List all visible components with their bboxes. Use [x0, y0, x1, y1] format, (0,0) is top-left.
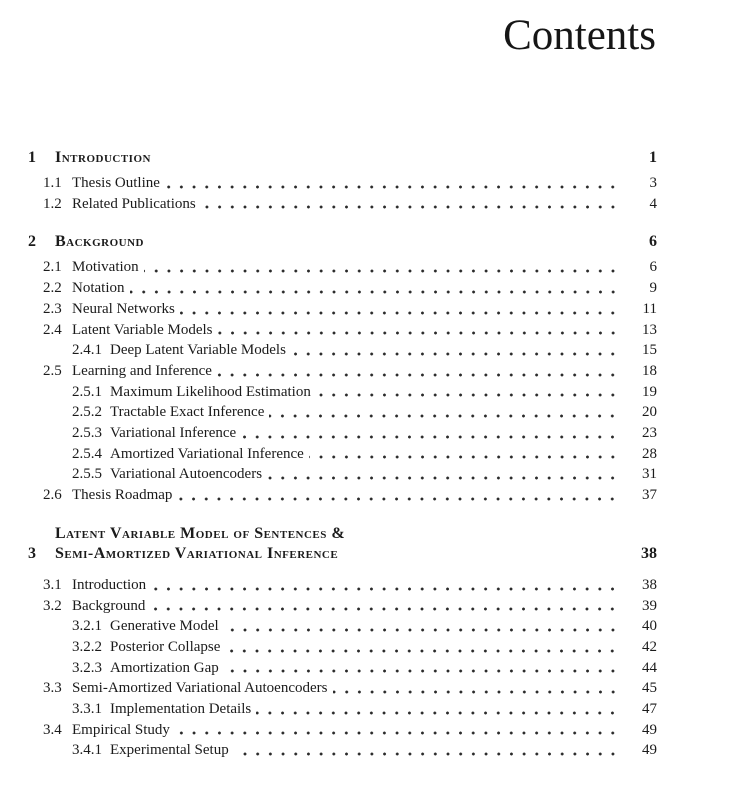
entry-page-number: 3 [649, 175, 657, 191]
dot-leader [333, 678, 622, 699]
toc-chapter-heading[interactable] [28, 232, 657, 252]
dot-leader [201, 194, 621, 215]
entry-page-number: 19 [642, 383, 657, 400]
toc-entry-2.3[interactable] [43, 299, 657, 320]
chapter-page-number: 38 [641, 544, 657, 562]
dot-leader [256, 699, 621, 720]
dot-leader [241, 423, 621, 444]
entry-page-number: 40 [642, 618, 657, 635]
entry-title: Learning and Inference [72, 362, 212, 379]
entry-title: Latent Variable Models [72, 321, 213, 338]
entry-page-number: 6 [649, 259, 657, 276]
toc-entry-2.4[interactable] [43, 320, 657, 341]
entry-title: Empirical Study [72, 721, 170, 738]
entry-number: 2.5.4 [72, 445, 102, 462]
entry-title: Semi-Amortized Variational Autoencoders [72, 680, 328, 697]
toc-entry-1.1[interactable] [43, 173, 657, 194]
entry-title: Maximum Likelihood Estimation [110, 383, 311, 400]
chapter-number: 1 [28, 149, 36, 166]
toc-entry-3.4[interactable] [43, 720, 657, 741]
entry-page-number: 28 [642, 445, 657, 462]
entry-page-number: 42 [642, 638, 657, 655]
chapter-number: 3 [28, 544, 36, 562]
entry-title: Thesis Outline [72, 175, 160, 191]
entry-number: 3.2 [43, 597, 62, 614]
entry-title: Neural Networks [72, 300, 175, 317]
toc-entry-3.3.1[interactable] [72, 699, 657, 720]
entry-title: Amortized Variational Inference [110, 445, 304, 462]
entry-page-number: 15 [642, 342, 657, 359]
entry-title: Motivation [72, 259, 139, 276]
toc-entry-2.5.2[interactable] [72, 402, 657, 423]
toc-entry-2.5[interactable] [43, 361, 657, 382]
entry-page-number: 49 [642, 742, 657, 759]
entry-number: 3.2.3 [72, 659, 102, 676]
entry-page-number: 38 [642, 576, 657, 593]
chapter-title-line: Semi-Amortized Variational Inference [55, 544, 339, 562]
chapter-title-line: Latent Variable Model of Sentences & [55, 524, 346, 542]
chapter-title-line: Introduction [55, 149, 151, 166]
toc-entry-3.3[interactable] [43, 678, 657, 699]
chapter-number: 2 [28, 233, 36, 251]
entry-number: 2.3 [43, 300, 62, 317]
toc-chapter-heading[interactable] [28, 524, 657, 564]
entry-number: 2.2 [43, 280, 62, 297]
entry-title: Background [72, 597, 146, 614]
entry-number: 2.4.1 [72, 342, 102, 359]
entry-title: Introduction [72, 576, 147, 593]
dot-leader [180, 299, 621, 320]
chapter-title [55, 232, 623, 252]
entry-title: Notation [72, 280, 125, 297]
entry-page-number: 11 [642, 300, 657, 317]
page-title: Contents [503, 12, 656, 59]
entry-number: 2.4 [43, 321, 62, 338]
toc-entry-1.2[interactable] [43, 194, 657, 215]
entry-page-number: 9 [649, 280, 657, 297]
toc-entry-2.6[interactable] [43, 485, 657, 506]
entry-number: 3.2.2 [72, 638, 102, 655]
entry-title: Related Publications [72, 195, 196, 212]
entry-number: 2.5.1 [72, 383, 102, 400]
dot-leader [177, 485, 621, 506]
dot-leader [267, 464, 621, 485]
dot-leader [144, 257, 621, 278]
entry-number: 2.6 [43, 487, 62, 504]
entry-title: Experimental Setup [110, 742, 229, 759]
entry-title: Variational Inference [110, 425, 237, 442]
entry-number: 1.1 [43, 175, 62, 191]
dot-leader [130, 278, 622, 299]
dot-leader [224, 658, 621, 679]
toc-entry-2.5.4[interactable] [72, 444, 657, 465]
toc-chapter-1 [28, 148, 657, 214]
entry-number: 3.4.1 [72, 742, 102, 759]
entry-page-number: 47 [642, 701, 657, 718]
entry-title: Generative Model [110, 618, 219, 635]
dot-leader [175, 720, 621, 741]
dot-leader [291, 340, 621, 361]
entry-page-number: 23 [642, 425, 657, 442]
chapter-title [55, 148, 623, 168]
toc-chapter-heading[interactable] [28, 148, 657, 168]
dot-leader [217, 361, 621, 382]
toc-entry-2.1[interactable] [43, 257, 657, 278]
entry-page-number: 45 [642, 680, 657, 697]
chapter-page-number: 6 [649, 233, 657, 251]
entry-number: 2.5 [43, 362, 62, 379]
toc-entry-2.5.1[interactable] [72, 382, 657, 403]
entry-number: 3.4 [43, 721, 62, 738]
entry-title: Implementation Details [110, 701, 252, 718]
dot-leader [218, 320, 621, 341]
toc-entry-2.5.3[interactable] [72, 423, 657, 444]
dot-leader [269, 402, 621, 423]
toc-entry-2.4.1[interactable] [72, 340, 657, 361]
toc-entry-3.2.2[interactable] [72, 637, 657, 658]
toc-entry-3.2.3[interactable] [72, 658, 657, 679]
entry-page-number: 13 [642, 321, 657, 338]
entry-page-number: 49 [642, 721, 657, 738]
dot-leader [316, 382, 621, 403]
dot-leader [234, 740, 621, 761]
toc-entry-3.4.1[interactable] [72, 740, 657, 761]
entry-page-number: 4 [649, 195, 657, 212]
toc-entry-3.2.1[interactable] [72, 616, 657, 637]
entry-title: Thesis Roadmap [72, 487, 173, 504]
dot-leader [225, 637, 621, 658]
toc-entry-3.2[interactable] [43, 596, 657, 617]
toc-chapter-3 [28, 524, 657, 761]
entry-number: 3.3 [43, 680, 62, 697]
entry-title: Posterior Collapse [110, 638, 221, 655]
table-of-contents [28, 148, 657, 761]
entry-number: 2.5.3 [72, 425, 102, 442]
dot-leader [151, 575, 621, 596]
entry-number: 2.1 [43, 259, 62, 276]
dot-leader [150, 596, 621, 617]
chapter-title-line: Background [55, 233, 145, 251]
entry-title: Amortization Gap [110, 659, 219, 676]
dot-leader [309, 444, 621, 465]
toc-chapter-2 [28, 232, 657, 505]
entry-title: Tractable Exact Inference [110, 404, 265, 421]
entry-page-number: 20 [642, 404, 657, 421]
dot-leader [165, 173, 621, 194]
toc-entry-2.2[interactable] [43, 278, 657, 299]
chapter-page-number: 1 [649, 149, 657, 166]
toc-entry-2.5.5[interactable] [72, 464, 657, 485]
entry-number: 2.5.2 [72, 404, 102, 421]
entry-number: 3.3.1 [72, 701, 102, 718]
entry-page-number: 44 [642, 659, 657, 676]
entry-page-number: 18 [642, 362, 657, 379]
entry-page-number: 37 [642, 487, 657, 504]
dot-leader [224, 616, 621, 637]
entry-page-number: 31 [642, 466, 657, 483]
chapter-title [55, 524, 623, 564]
toc-entry-3.1[interactable] [43, 575, 657, 596]
entry-number: 2.5.5 [72, 466, 102, 483]
entry-page-number: 39 [642, 597, 657, 614]
entry-number: 1.2 [43, 195, 62, 212]
entry-number: 3.2.1 [72, 618, 102, 635]
entry-title: Variational Autoencoders [110, 466, 263, 483]
entry-title: Deep Latent Variable Models [110, 342, 286, 359]
entry-number: 3.1 [43, 576, 62, 593]
